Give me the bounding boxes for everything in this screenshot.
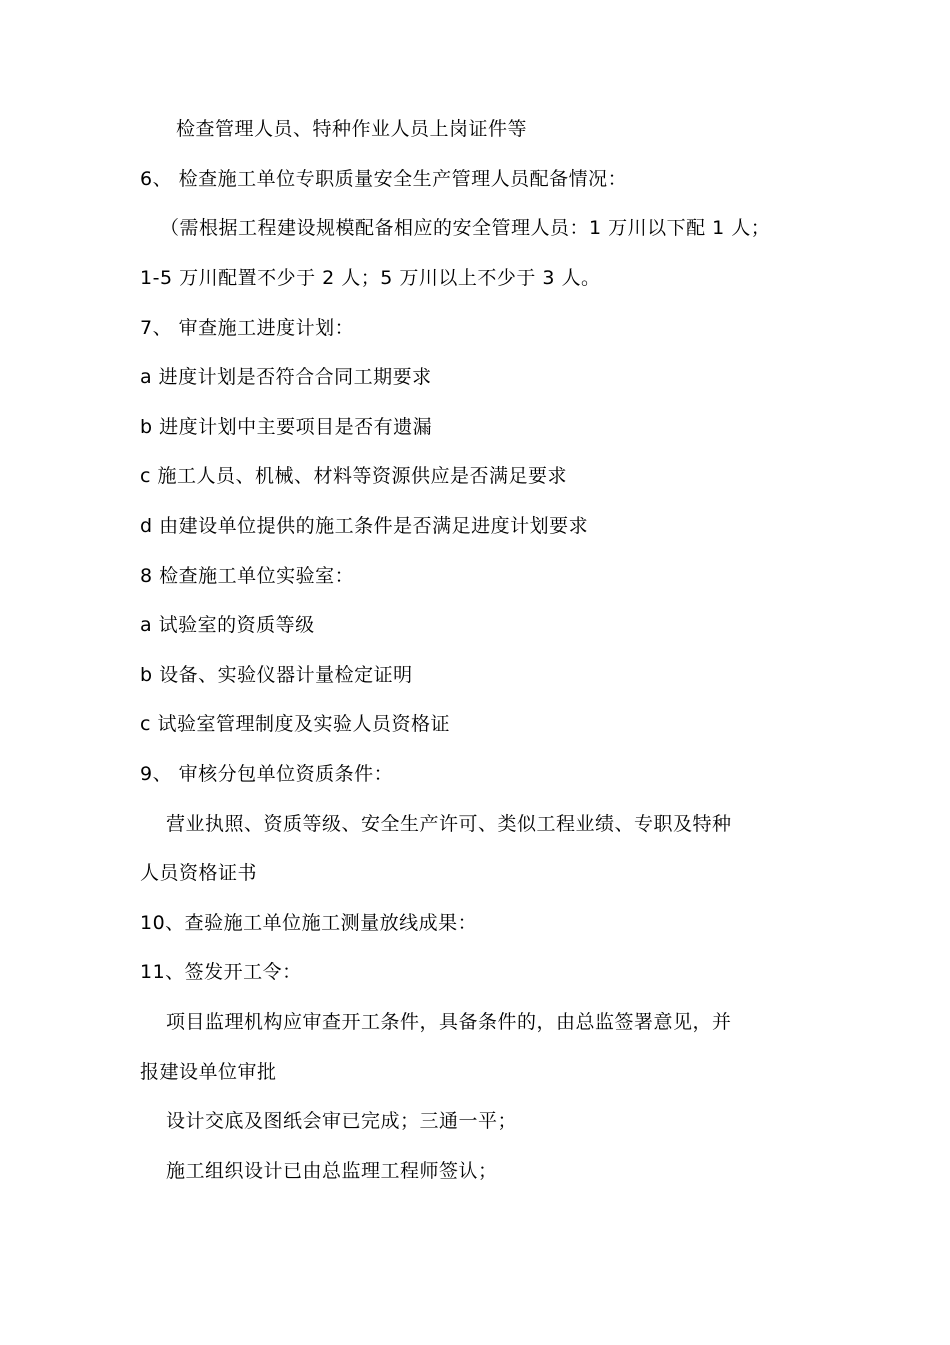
- text-line-subcontractor-qualifications: 营业执照、资质等级、安全生产许可、类似工程业绩、专职及特种: [166, 813, 732, 835]
- text-line-item-9: 9、 审核分包单位资质条件：: [140, 763, 394, 785]
- text-line-construction-design-signed: 施工组织设计已由总监理工程师签认；: [166, 1160, 498, 1182]
- text-line-item-7: 7、 审查施工进度计划：: [140, 317, 355, 339]
- text-line-item-7d: d 由建设单位提供的施工条件是否满足进度计划要求: [140, 515, 589, 537]
- text-line-item-7c: c 施工人员、机械、材料等资源供应是否满足要求: [140, 465, 567, 487]
- text-line-safety-staff-requirement: （需根据工程建设规模配备相应的安全管理人员：1 万川以下配 1 人；: [160, 217, 771, 239]
- text-line-start-order-review-continuation: 报建设单位审批: [140, 1061, 277, 1083]
- text-line-inspect-certificates: 检查管理人员、特种作业人员上岗证件等: [176, 118, 528, 140]
- text-line-item-11: 11、签发开工令：: [140, 961, 302, 983]
- text-line-safety-staff-continuation: 1-5 万川配置不少于 2 人；5 万川以上不少于 3 人。: [140, 267, 601, 289]
- text-line-item-10: 10、查验施工单位施工测量放线成果：: [140, 912, 478, 934]
- text-line-item-8c: c 试验室管理制度及实验人员资格证: [140, 713, 450, 735]
- text-line-item-6: 6、 检查施工单位专职质量安全生产管理人员配备情况：: [140, 168, 628, 190]
- text-line-item-8: 8 检查施工单位实验室：: [140, 565, 355, 587]
- text-line-item-8b: b 设备、实验仪器计量检定证明: [140, 664, 413, 686]
- text-line-item-7a: a 进度计划是否符合合同工期要求: [140, 366, 432, 388]
- text-line-design-disclosure: 设计交底及图纸会审已完成；三通一平；: [166, 1110, 518, 1132]
- text-line-item-7b: b 进度计划中主要项目是否有遗漏: [140, 416, 433, 438]
- text-line-subcontractor-qualifications-continuation: 人员资格证书: [140, 862, 258, 884]
- text-line-start-order-review: 项目监理机构应审查开工条件，具备条件的，由总监签署意见，并: [166, 1011, 732, 1033]
- text-line-item-8a: a 试验室的资质等级: [140, 614, 315, 636]
